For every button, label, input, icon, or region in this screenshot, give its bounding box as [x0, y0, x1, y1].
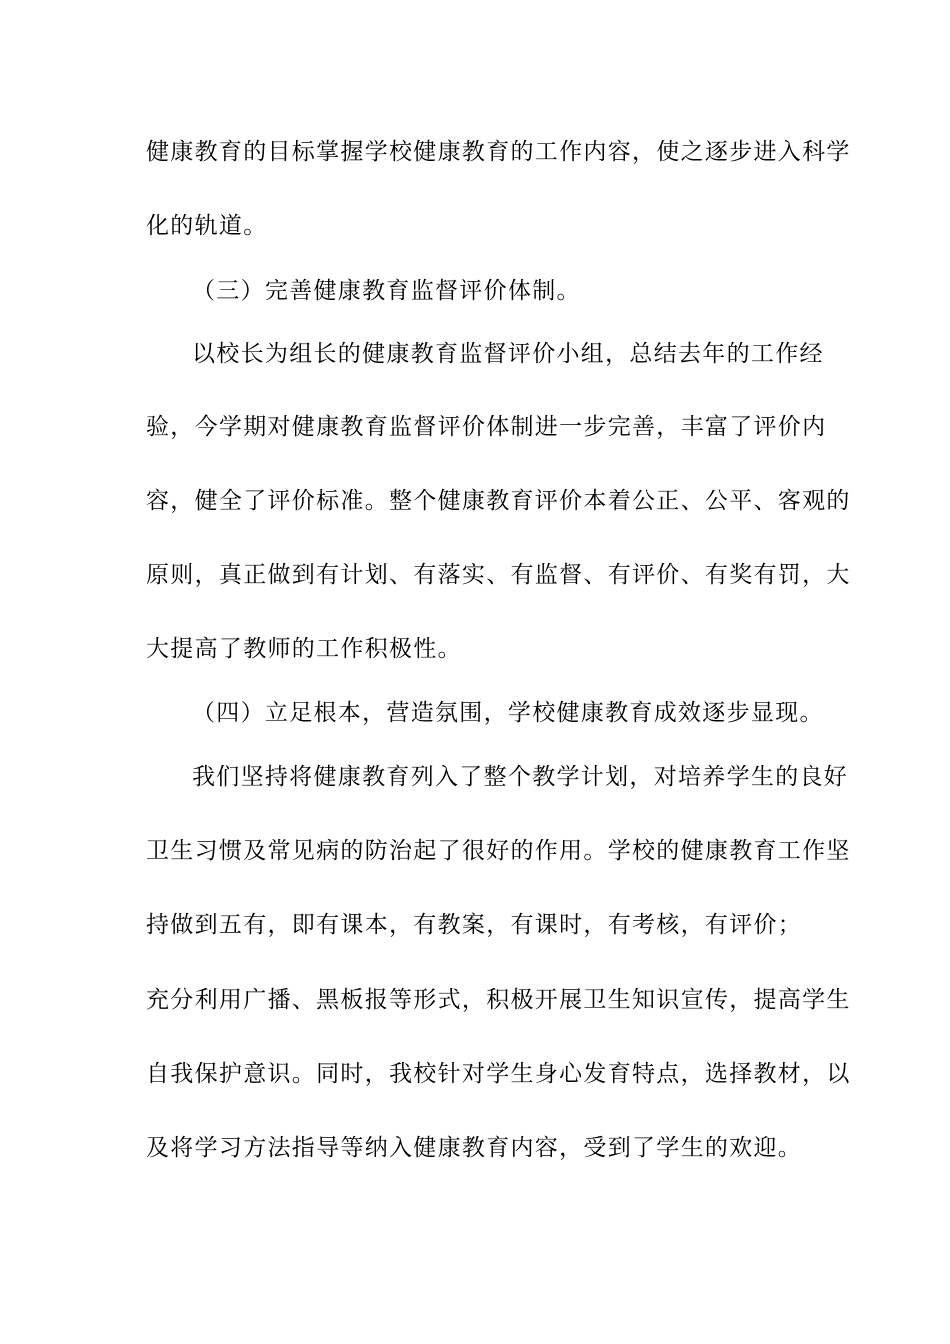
text-line: 原则，真正做到有计划、有落实、有监督、有评价、有奖有罚，大 — [146, 562, 851, 588]
text-line: 验，今学期对健康教育监督评价体制进一步完善，丰富了评价内 — [146, 414, 827, 440]
text-line: 持做到五有，即有课本，有教案，有课时，有考核，有评价； — [146, 912, 803, 938]
text-line: 容，健全了评价标准。整个健康教育评价本着公正、公平、客观的 — [146, 488, 851, 514]
section-heading-4: （四）立足根本，营造氛围，学校健康教育成效逐步显现。 — [192, 700, 824, 726]
paragraph-start: 我们坚持将健康教育列入了整个教学计划，对培养学生的良好 — [192, 764, 849, 790]
text-line: 自我保护意识。同时，我校针对学生身心发育特点，选择教材，以 — [146, 1061, 851, 1087]
text-line: 及将学习方法指导等纳入健康教育内容，受到了学生的欢迎。 — [146, 1135, 803, 1161]
text-line: 充分利用广播、黑板报等形式，积极开展卫生知识宣传，提高学生 — [146, 987, 851, 1013]
text-line: 化的轨道。 — [146, 213, 268, 239]
text-line: 健康教育的目标掌握学校健康教育的工作内容，使之逐步进入科学 — [146, 139, 851, 165]
paragraph-start: 以校长为组长的健康教育监督评价小组，总结去年的工作经 — [192, 341, 824, 367]
text-line: 大提高了教师的工作积极性。 — [146, 636, 462, 662]
section-heading-3: （三）完善健康教育监督评价体制。 — [192, 278, 581, 304]
text-line: 卫生习惯及常见病的防治起了很好的作用。学校的健康教育工作坚 — [146, 838, 851, 864]
